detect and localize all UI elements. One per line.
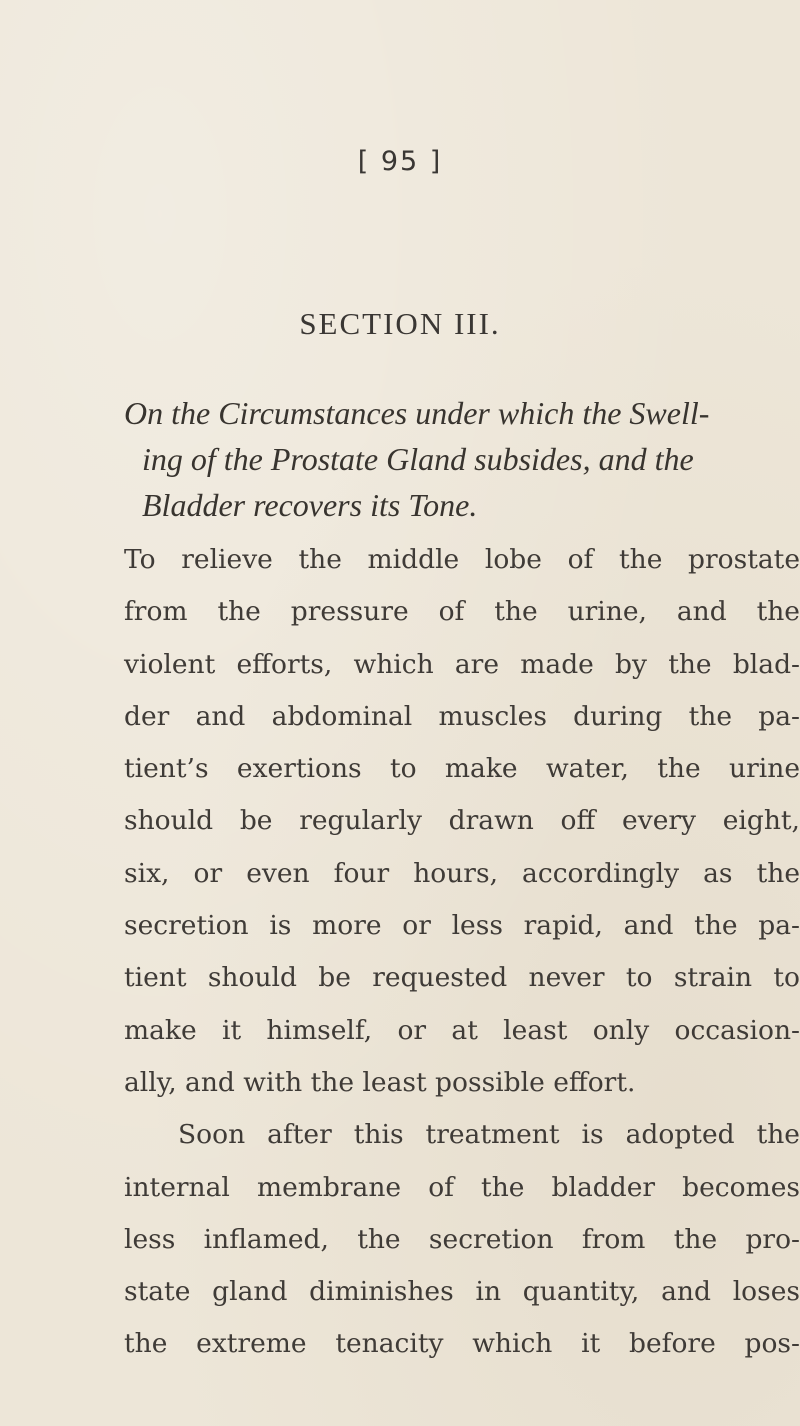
text-line: To relieve the middle lobe of the prostate xyxy=(124,544,800,575)
section-subtitle xyxy=(124,390,784,528)
paragraph-1 xyxy=(124,534,800,1109)
text-line: should be regularly drawn off every eight, xyxy=(124,805,800,837)
section-title: SECTION III. xyxy=(299,306,501,341)
text-line: less inflamed, the secretion from the pro- xyxy=(124,1223,800,1255)
text-line: from the pressure of the urine, and the xyxy=(124,596,800,628)
text-line: make it himself, or at least only occasion- xyxy=(124,1014,800,1046)
text-line: the extreme tenacity which it before pos- xyxy=(124,1328,800,1360)
body-text xyxy=(124,534,800,1371)
text-line: Soon after this treatment is adopted the xyxy=(178,1119,800,1151)
subtitle-line: Bladder recovers its Tone. xyxy=(142,487,478,523)
subtitle-line: On the Circumstances under which the Swell- xyxy=(124,395,710,431)
text-line: violent efforts, which are made by the blad- xyxy=(124,648,800,680)
page-number: [ 95 ] xyxy=(357,146,443,177)
text-line: internal membrane of the bladder becomes xyxy=(124,1171,800,1203)
text-line: six, or even four hours, accordingly as the xyxy=(124,857,800,889)
paragraph-2 xyxy=(124,1109,800,1370)
text-line: tient’s exertions to make water, the urine xyxy=(124,753,800,785)
text-line: state gland diminishes in quantity, and loses xyxy=(124,1276,800,1308)
text-line: der and abdominal muscles during the pa- xyxy=(124,700,800,732)
text-line: secretion is more or less rapid, and the pa- xyxy=(124,910,800,942)
subtitle-line: ing of the Prostate Gland subsides, and the xyxy=(142,441,694,477)
text-line: tient should be requested never to strain to xyxy=(124,962,800,994)
text-line: ally, and with the least possible effort. xyxy=(124,1066,636,1098)
